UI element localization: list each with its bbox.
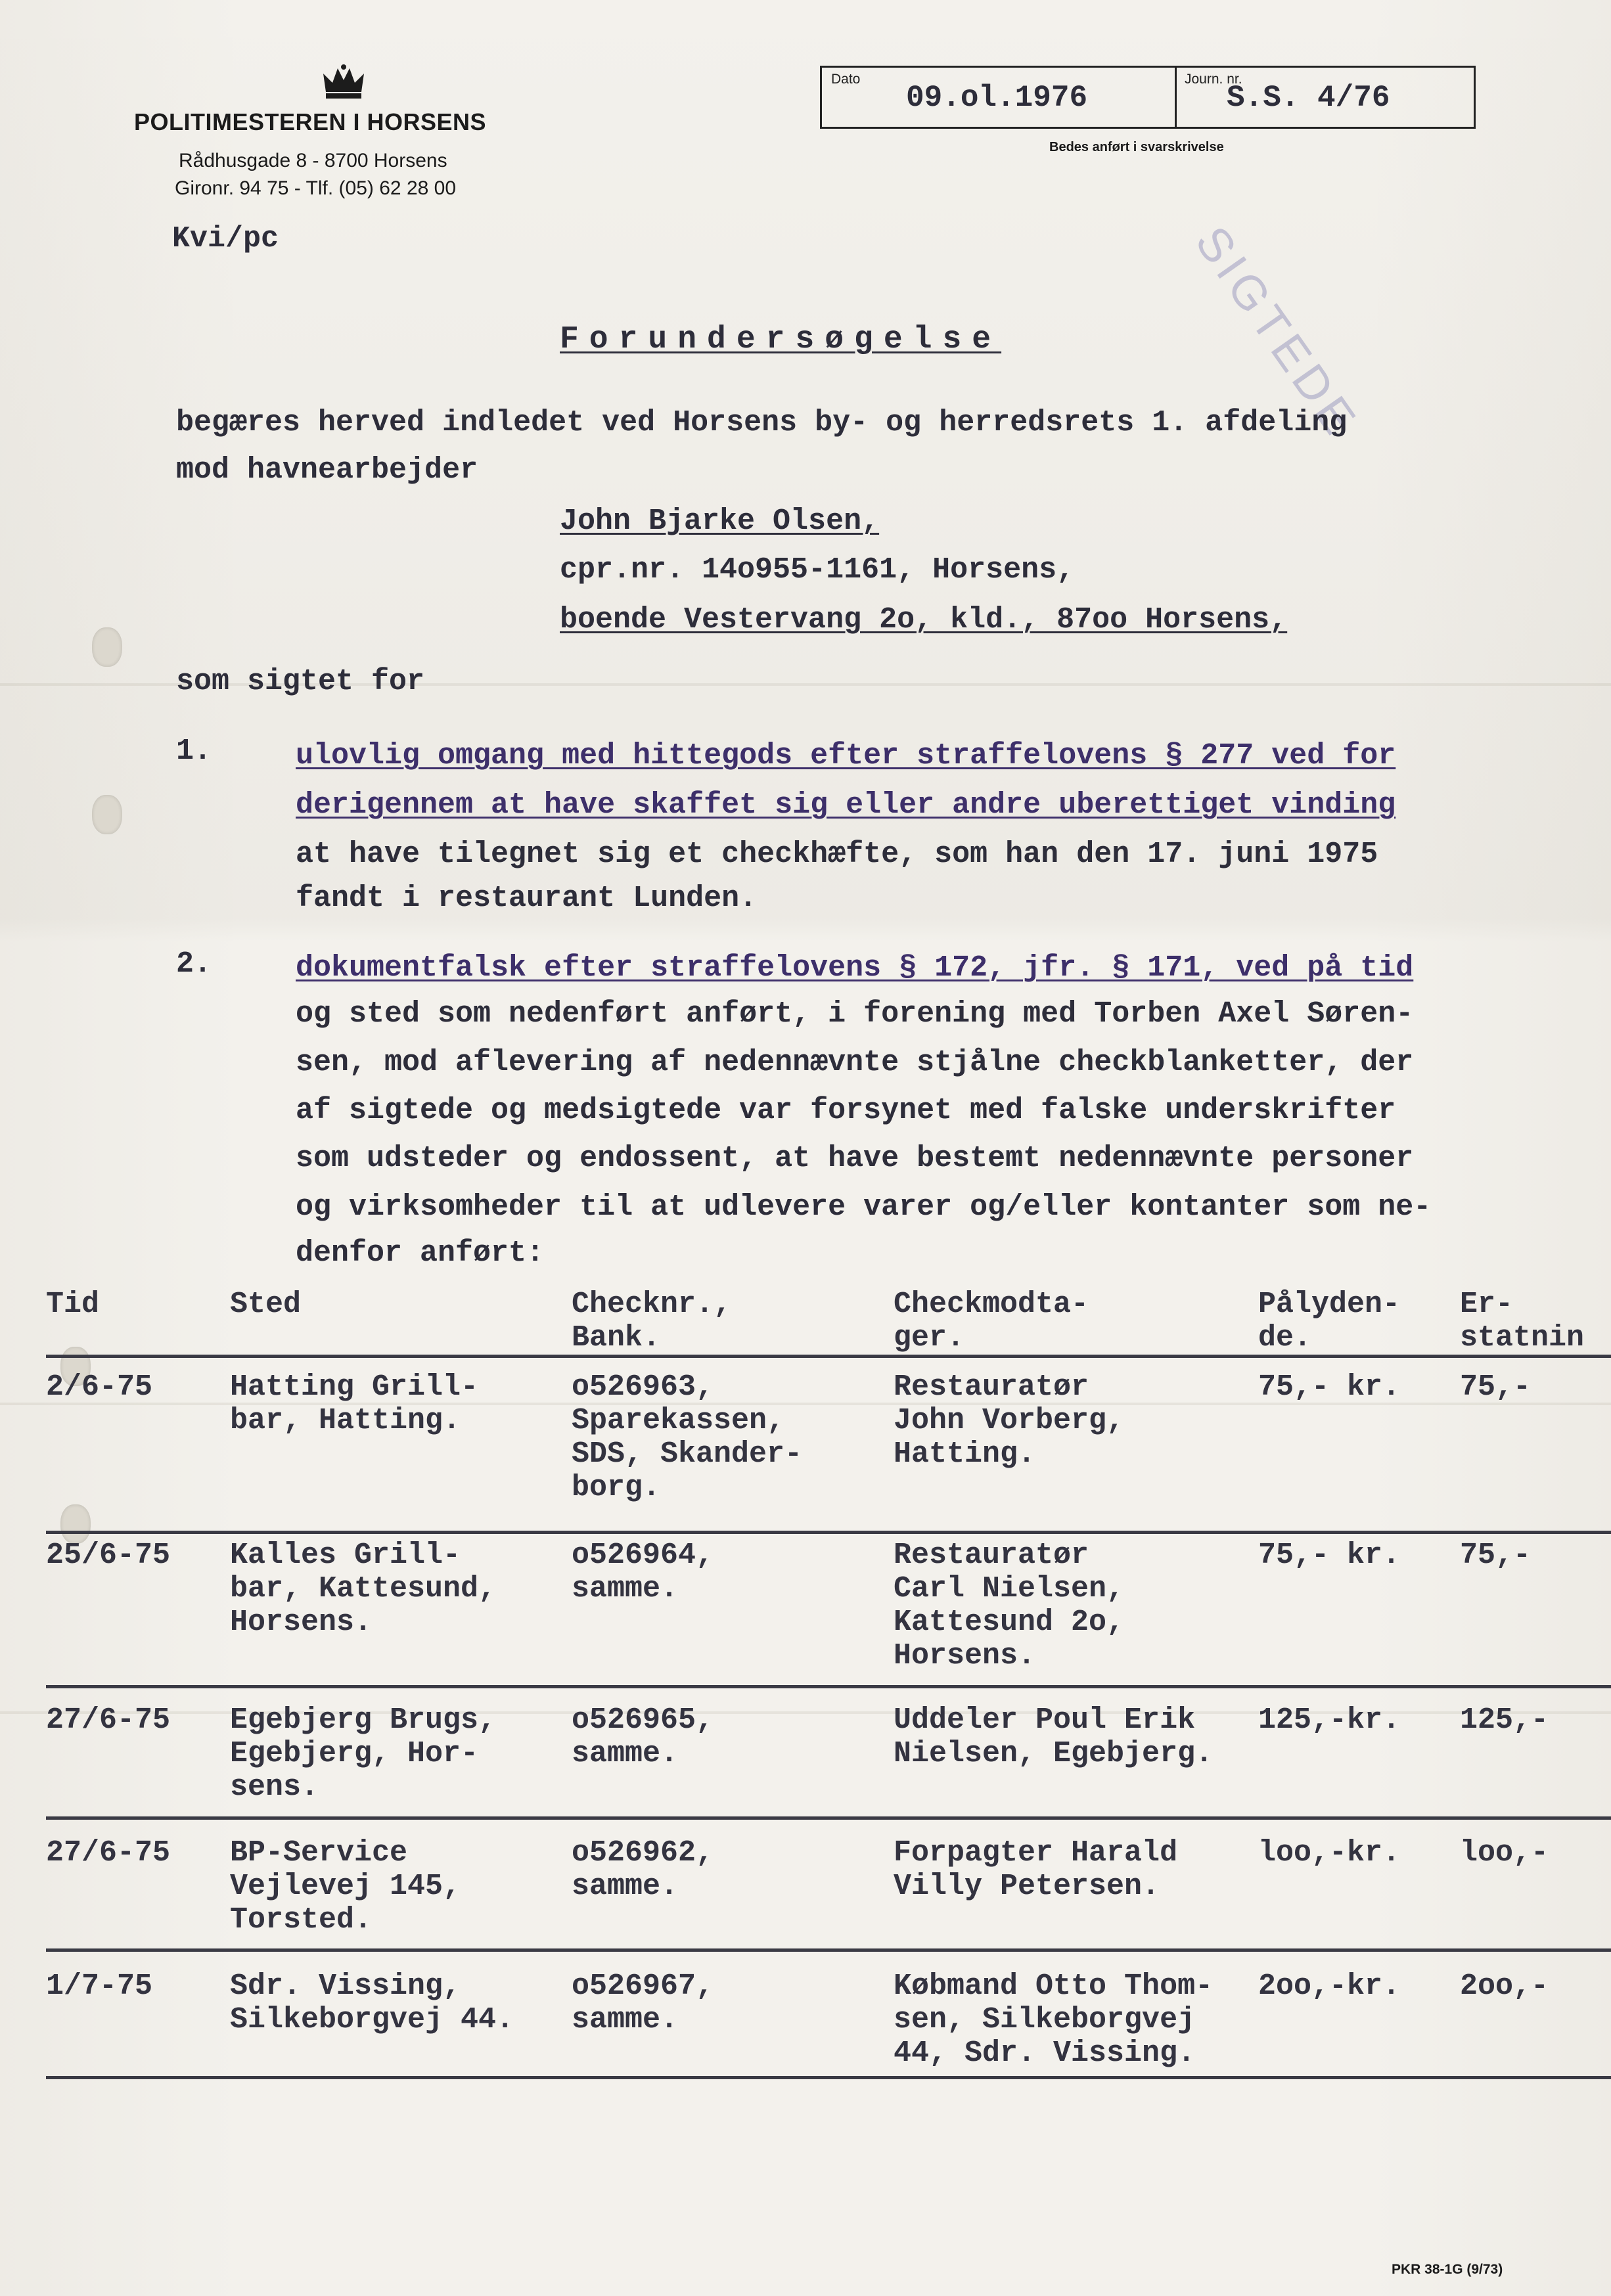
charge-1-line: derigennem at have skaffet sig eller andre uberettiget vinding: [296, 788, 1396, 822]
charge-2-line: og sted som nedenført anført, i forening med Torben Axel Søren-: [296, 997, 1414, 1031]
table-cell-erstatning: loo,-: [1460, 1836, 1549, 1870]
charge-1-line: ulovlig omgang med hittegods efter straffelovens § 277 ved for: [296, 739, 1396, 773]
table-cell-modtager: Restauratør John Vorberg, Hatting.: [894, 1370, 1125, 1471]
punch-hole: [92, 627, 122, 667]
table-cell-checknr: o526965, samme.: [572, 1703, 714, 1770]
table-cell-palydende: 75,- kr.: [1258, 1539, 1401, 1572]
table-header-tid: Tid: [46, 1288, 100, 1321]
table-cell-tid: 25/6-75: [46, 1539, 171, 1572]
charged-for-label: som sigtet for: [176, 665, 425, 698]
table-cell-tid: 2/6-75: [46, 1370, 153, 1404]
table-cell-palydende: 2oo,-kr.: [1258, 1970, 1401, 2003]
charge-1-line: fandt i restaurant Lunden.: [296, 882, 758, 915]
table-cell-palydende: loo,-kr.: [1258, 1836, 1401, 1870]
table-cell-erstatning: 2oo,-: [1460, 1970, 1549, 2003]
table-cell-modtager: Uddeler Poul Erik Nielsen, Egebjerg.: [894, 1703, 1214, 1770]
reference-box: [820, 66, 1476, 129]
initials: Kvi/pc: [172, 222, 279, 256]
table-header-checkmodtager: Checkmodta- ger.: [894, 1288, 1089, 1355]
date-value: 09.ol.1976: [906, 81, 1088, 115]
table-cell-sted: Kalles Grill- bar, Kattesund, Horsens.: [230, 1539, 497, 1639]
charge-2-line: af sigtede og medsigtede var forsynet med falske underskrifter: [296, 1094, 1396, 1127]
table-cell-modtager: Købmand Otto Thom- sen, Silkeborgvej 44, Sdr. Vissing.: [894, 1970, 1214, 2070]
table-rule: [46, 1355, 1611, 1358]
table-header-palydende: Pålyden- de.: [1258, 1288, 1401, 1355]
table-header-checknr: Checknr., Bank.: [572, 1288, 732, 1355]
sigtede-stamp: SIGTEDE: [1185, 217, 1369, 448]
table-cell-checknr: o526967, samme.: [572, 1970, 714, 2037]
accused-cpr: cpr.nr. 14o955-1161, Horsens,: [560, 553, 1075, 587]
table-cell-sted: Sdr. Vissing, Silkeborgvej 44.: [230, 1970, 514, 2037]
issuer-address: Rådhusgade 8 - 8700 Horsens: [179, 150, 447, 171]
table-cell-checknr: o526964, samme.: [572, 1539, 714, 1606]
table-cell-tid: 1/7-75: [46, 1970, 153, 2003]
journal-label: Journ. nr.: [1185, 72, 1242, 87]
table-rule: [46, 1948, 1611, 1952]
crown-icon: [321, 63, 367, 100]
charge-1-line: at have tilegnet sig et checkhæfte, som han den 17. juni 1975: [296, 838, 1378, 871]
issuer-contact: Gironr. 94 75 - Tlf. (05) 62 28 00: [175, 177, 457, 199]
table-cell-palydende: 125,-kr.: [1258, 1703, 1401, 1737]
table-rule: [46, 1816, 1611, 1820]
intro-line-2: mod havnearbejder: [176, 453, 478, 487]
charge-2-line: dokumentfalsk efter straffelovens § 172, jfr. § 171, ved på tid: [296, 951, 1414, 985]
table-cell-erstatning: 125,-: [1460, 1703, 1549, 1737]
table-header-erstatning: Er- statnin: [1460, 1288, 1585, 1355]
date-label: Dato: [831, 72, 861, 87]
table-rule: [46, 1685, 1611, 1688]
table-cell-sted: Egebjerg Brugs, Egebjerg, Hor- sens.: [230, 1703, 497, 1804]
charge-1-number: 1.: [176, 734, 212, 768]
reference-note: Bedes anført i svarskrivelse: [1049, 140, 1224, 154]
issuer-name: POLITIMESTEREN I HORSENS: [134, 108, 487, 135]
table-cell-sted: BP-Service Vejlevej 145, Torsted.: [230, 1836, 461, 1937]
document-title: Forundersøgelse: [560, 322, 1002, 357]
table-header-sted: Sted: [230, 1288, 302, 1321]
table-cell-palydende: 75,- kr.: [1258, 1370, 1401, 1404]
punch-hole: [60, 1504, 91, 1544]
charge-2-line: som udsteder og endossent, at have bestemt nedennævnte personer: [296, 1142, 1414, 1175]
charge-2-line: og virksomheder til at udlevere varer og/eller kontanter som ne-: [296, 1190, 1432, 1224]
table-cell-modtager: Restauratør Carl Nielsen, Kattesund 2o, Horsens.: [894, 1539, 1125, 1673]
table-cell-erstatning: 75,-: [1460, 1539, 1532, 1572]
form-code: PKR 38-1G (9/73): [1392, 2262, 1503, 2277]
intro-line-1: begæres herved indledet ved Horsens by- og herredsrets 1. afdeling: [176, 406, 1348, 439]
table-rule: [46, 2076, 1611, 2079]
table-cell-tid: 27/6-75: [46, 1836, 171, 1870]
table-cell-tid: 27/6-75: [46, 1703, 171, 1737]
charge-2-line: sen, mod aflevering af nedennævnte stjålne checkblanketter, der: [296, 1046, 1414, 1079]
accused-name: John Bjarke Olsen,: [560, 505, 880, 538]
journal-value: S.S. 4/76: [1227, 81, 1390, 115]
table-cell-erstatning: 75,-: [1460, 1370, 1532, 1404]
accused-residence: boende Vestervang 2o, kld., 87oo Horsens,: [560, 603, 1288, 637]
charge-2-number: 2.: [176, 947, 212, 981]
table-cell-sted: Hatting Grill- bar, Hatting.: [230, 1370, 479, 1437]
table-cell-checknr: o526962, samme.: [572, 1836, 714, 1903]
table-cell-checknr: o526963, Sparekassen, SDS, Skander- borg.: [572, 1370, 803, 1504]
table-rule: [46, 1531, 1611, 1534]
charge-2-line: denfor anført:: [296, 1236, 545, 1270]
punch-hole: [92, 795, 122, 834]
table-cell-modtager: Forpagter Harald Villy Petersen.: [894, 1836, 1178, 1903]
